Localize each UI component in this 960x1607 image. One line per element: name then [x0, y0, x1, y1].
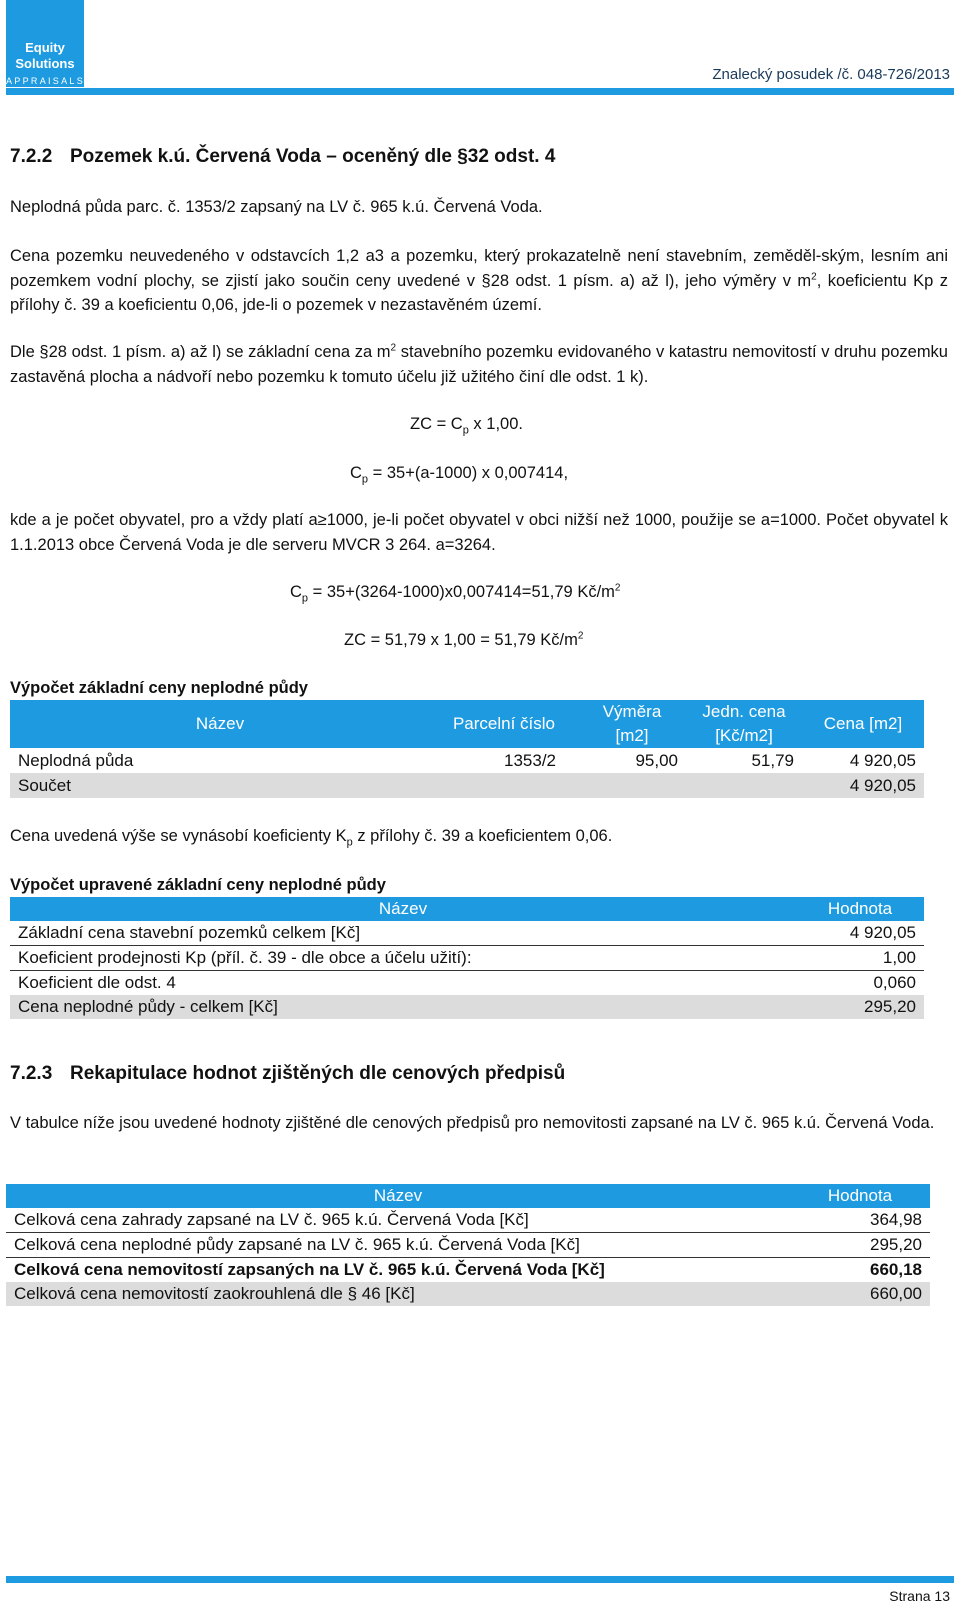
table1-header-parcel: Parcelní číslo — [430, 700, 578, 748]
table2-header-value: Hodnota — [796, 897, 924, 921]
table3-cell: 660,00 — [790, 1282, 930, 1306]
formula2-b: = 35+(a-1000) x 0,007414, — [368, 464, 569, 482]
logo-line2: Solutions — [15, 56, 75, 71]
table2-cell: Cena neplodné půdy - celkem [Kč] — [10, 995, 796, 1019]
table3-cell: Celková cena nemovitostí zaokrouhlená dle § 46 [Kč] — [6, 1282, 790, 1306]
table2-cell: Základní cena stavební pozemků celkem [Kč] — [10, 921, 796, 946]
table2-cell: Koeficient dle odst. 4 — [18, 973, 176, 992]
base-price-table — [10, 700, 924, 798]
table1-header-unit-price: Jedn. cena [Kč/m2] — [686, 700, 802, 748]
note-sub: p — [346, 836, 353, 849]
para1-sup: 2 — [811, 271, 817, 282]
table2-header-name: Název — [10, 897, 796, 921]
table1-caption: Výpočet základní ceny neplodné půdy — [10, 679, 308, 697]
table-row — [6, 1208, 930, 1233]
paragraph-population: kde a je počet obyvatel, pro a vždy platí a≥1000, je-li počet obyvatel v obci nižší než 1000, použije se a=1000. Počet obyvatel k 1.1.2013 obce Červená Voda je dle serveru MVCR 3 264. a=3264. — [10, 511, 948, 554]
formula2-a: C — [350, 464, 362, 482]
section-title: Pozemek k.ú. Červená Voda – oceněný dle §32 odst. 4 — [70, 146, 556, 167]
para2-text-a: Dle §28 odst. 1 písm. a) až l) se základní cena za m — [10, 343, 391, 361]
table3-cell: Celková cena nemovitostí zapsaných na LV č. 965 k.ú. Červená Voda [Kč] — [14, 1260, 605, 1279]
table2-cell: 0,060 — [873, 973, 916, 992]
table-row — [10, 971, 924, 996]
table3-cell: 295,20 — [790, 1233, 930, 1258]
table1-sum-label: Součet — [10, 773, 802, 798]
adjusted-price-table — [10, 897, 924, 1019]
table3-header-row — [6, 1184, 930, 1208]
para2-text-b: stavebního pozemku evidovaného v katastru nemovitostí v druhu pozemku zastavěná plocha a nádvoří nebo pozemku k tomuto účelu již užitého činí dle odst. 1 k). — [10, 343, 948, 386]
formula1-a: ZC = C — [410, 415, 463, 433]
paragraph-land-price — [10, 244, 948, 318]
table1-sum-value: 4 920,05 — [802, 773, 924, 798]
table1-cell: 95,00 — [635, 750, 678, 770]
table2-cell: 1,00 — [796, 946, 924, 971]
formula1-sub: p — [462, 424, 469, 437]
table1-cell: 51,79 — [751, 750, 794, 770]
formula-cp — [350, 461, 948, 486]
intro-paragraph: Neplodná půda parc. č. 1353/2 zapsaný na LV č. 965 k.ú. Červená Voda. — [10, 198, 543, 216]
table3-cell: Celková cena neplodné půdy zapsané na LV č. 965 k.ú. Červená Voda [Kč] — [6, 1233, 790, 1258]
para1-text-b: , koeficientu Kp z přílohy č. 39 a koeficientu 0,06, jde-li o pozemek v nezastavěném území. — [10, 271, 948, 314]
table1-header-price: Cena [m2] — [802, 700, 924, 748]
formula3-b: = 35+(3264-1000)x0,007414=51,79 Kč/m — [308, 583, 615, 601]
coefficient-note — [10, 824, 948, 849]
formula-zc — [410, 412, 948, 437]
company-logo — [6, 0, 84, 87]
table3-cell: 364,98 — [790, 1208, 930, 1233]
table1-cell: 1353/2 — [504, 750, 556, 770]
section-number: 7.2.2 — [10, 146, 53, 167]
table2-header-row — [10, 897, 924, 921]
formula2-sub: p — [361, 473, 369, 486]
table2-cell: Koeficient prodejnosti Kp (příl. č. 39 - dle obce a účelu užití): — [10, 946, 796, 971]
table-row — [10, 748, 924, 773]
section-heading-723 — [10, 1062, 948, 1087]
formula-cp-value — [290, 580, 948, 605]
formula3-sup: 2 — [614, 582, 621, 594]
page-number: Strana 13 — [889, 1588, 950, 1604]
table-row — [10, 995, 924, 1019]
table2-cell: 4 920,05 — [796, 921, 924, 946]
formula4-a: ZC = 51,79 x 1,00 = 51,79 Kč/m — [344, 631, 578, 649]
table1-cell: 4 920,05 — [849, 750, 916, 770]
table3-header-name: Název — [6, 1184, 790, 1208]
header-rule — [6, 88, 954, 95]
table1-header-name: Název — [10, 700, 430, 748]
table3-header-value: Hodnota — [790, 1184, 930, 1208]
section-heading-722 — [10, 145, 948, 170]
formula3-sub: p — [301, 592, 309, 605]
report-reference: Znalecký posudek /č. 048-726/2013 — [712, 66, 950, 83]
table3-cell: Celková cena zahrady zapsané na LV č. 965 k.ú. Červená Voda [Kč] — [6, 1208, 790, 1233]
table2-caption: Výpočet upravené základní ceny neplodné půdy — [10, 876, 386, 894]
footer-rule — [6, 1576, 954, 1583]
table3-cell: 660,18 — [870, 1260, 922, 1279]
recap-table — [6, 1184, 930, 1306]
table1-header-row — [10, 700, 924, 748]
logo-line3: APPRAISALS — [6, 76, 86, 86]
table-row — [6, 1258, 930, 1283]
table-row — [6, 1282, 930, 1306]
formula-zc-value — [344, 628, 948, 653]
para1-text-a: Cena pozemku neuvedeného v odstavcích 1,2 a3 a pozemku, který prokazatelně není stavebním, zeměděl-ským, lesním ani pozemkem vodní plochy, se zjistí jako součin ceny uvedené v §28 odst. 1 písm. a) až l), jeho výměry v m — [10, 247, 948, 290]
formula4-sup: 2 — [577, 630, 584, 642]
note-text-a: Cena uvedená výše se vynásobí koeficienty K — [10, 827, 347, 845]
para2-sup: 2 — [390, 342, 397, 354]
section-number: 7.2.3 — [10, 1063, 53, 1084]
formula1-b: x 1,00. — [468, 415, 523, 433]
table-row — [6, 1233, 930, 1258]
table1-cell: Neplodná půda — [18, 750, 134, 770]
paragraph-base-price — [10, 340, 948, 389]
recap-paragraph: V tabulce níže jsou uvedené hodnoty zjištěné dle cenových předpisů pro nemovitosti zapsané na LV č. 965 k.ú. Červená Voda. — [10, 1114, 935, 1132]
note-text-b: z přílohy č. 39 a koeficientem 0,06. — [352, 827, 613, 845]
table1-header-area: Výměra [m2] — [578, 700, 686, 748]
section-title: Rekapitulace hodnot zjištěných dle cenových předpisů — [70, 1063, 566, 1084]
table-row — [10, 946, 924, 971]
table1-sum-row — [10, 773, 924, 798]
formula3-a: C — [290, 583, 302, 601]
table2-cell: 295,20 — [796, 995, 924, 1019]
table-row — [10, 921, 924, 946]
logo-line1: Equity — [25, 40, 65, 55]
